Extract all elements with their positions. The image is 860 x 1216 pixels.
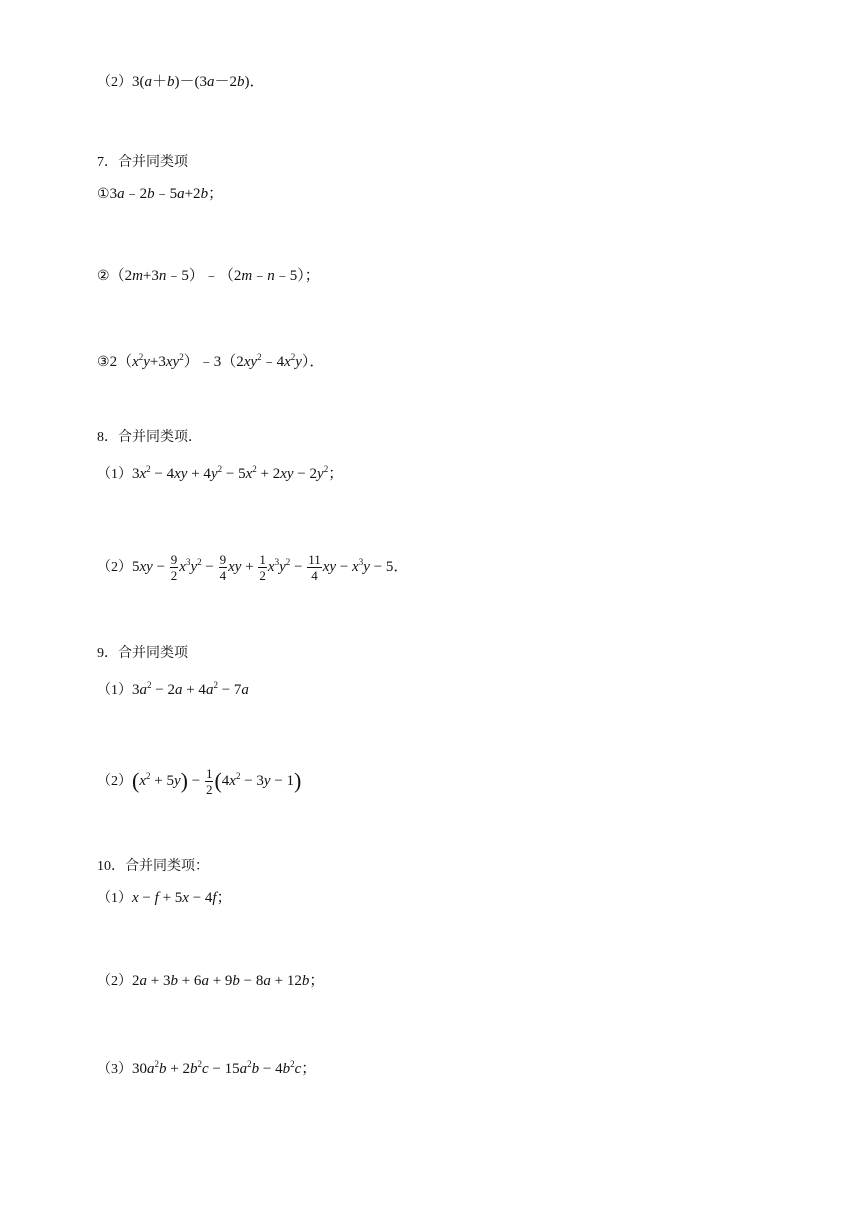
problem-8-title: 8．合并同类项． — [97, 430, 202, 445]
part-label: （2） — [97, 774, 132, 789]
problem-10-part-3 — [97, 1054, 316, 1080]
problem-8-part-1 — [97, 459, 343, 485]
expression: $2(x^2y+3xy^2)﹣3(2xy^2﹣4x^2y)$． — [109, 352, 325, 370]
part-label: （2） — [97, 560, 132, 575]
problem-10-title: 10．合并同类项： — [97, 859, 209, 874]
problem-7-part-2 — [97, 266, 320, 287]
expression: 3(a＋b)－(3a－2b)． — [132, 74, 265, 90]
fraction: $\frac{9}{4}$ — [219, 552, 227, 584]
expression: （2m+3n﹣5）﹣（2m﹣n﹣5）； — [109, 268, 320, 284]
part-label: （2） — [97, 974, 132, 989]
part-label: ③ — [97, 355, 110, 370]
expression: 3a﹣2b﹣5a+2b； — [109, 186, 224, 202]
part-label: （3） — [97, 1062, 132, 1077]
expression: 2a + 3b + 6a + 9b − 8a + 12b； — [132, 973, 325, 989]
problem-6-part-2 — [97, 72, 265, 93]
problem-10-part-1 — [97, 888, 232, 909]
fraction: $\frac{11}{4}$ — [308, 552, 321, 584]
part-label: ① — [97, 187, 110, 202]
part-label: （1） — [97, 891, 132, 906]
problem-9-part-1 — [97, 675, 249, 701]
fraction: $\frac{1}{2}$ — [259, 552, 266, 584]
part-label: （2） — [97, 75, 132, 90]
expression: 5xy − $\frac{9}{2}$ $x^3y^2$ − $\frac{9}{4}$ xy + $\frac{1}{2}$ $x^3y^2$ − $\frac{11}{4}$ xy − $x^3y - 5$． — [132, 552, 409, 584]
expression: $3x^2 - 4xy + 4y^2 - 5x^2 + 2xy - 2y^2$； — [132, 464, 344, 482]
part-label: （1） — [97, 683, 132, 698]
expression: $(x^2 + 5y)$ − $\frac{1}{2}$ $(4x^2 - 3y - 1)$ — [132, 766, 302, 798]
problem-7-part-1 — [97, 184, 223, 205]
problem-9-part-2 — [97, 758, 301, 800]
problem-9-title: 9．合并同类项 — [97, 646, 188, 661]
problem-10-part-2 — [97, 971, 324, 992]
part-label: ② — [97, 269, 110, 284]
expression: $3a^2 - 2a + 4a^2 - 7a$ — [132, 680, 249, 698]
expression: $30a^2b + 2b^2c - 15a^2b - 4b^2c$； — [132, 1059, 317, 1077]
fraction: $\frac{9}{2}$ — [170, 552, 178, 584]
fraction: $\frac{1}{2}$ — [205, 766, 213, 798]
problem-8-part-2 — [97, 544, 408, 586]
problem-7-part-3 — [97, 347, 324, 373]
problem-7-title: 7．合并同类项 — [97, 155, 188, 170]
expression: x − f + 5x − 4f； — [132, 890, 232, 906]
part-label: （1） — [97, 467, 132, 482]
